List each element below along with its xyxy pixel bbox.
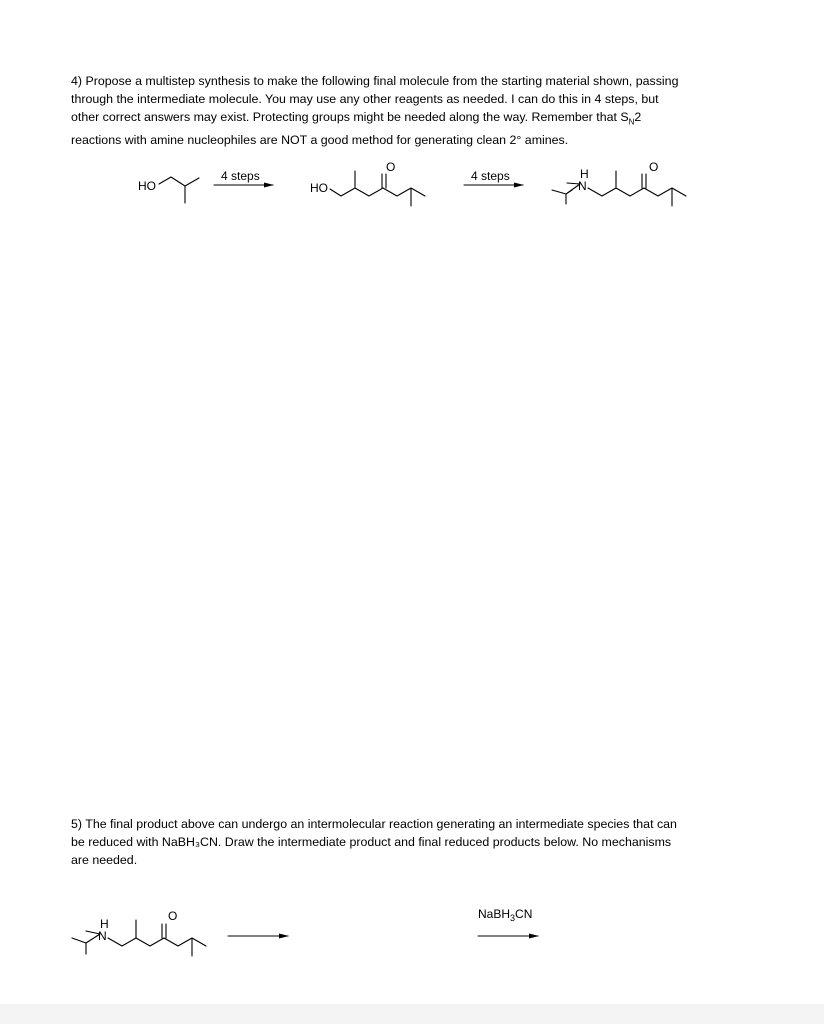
q5-line-2: be reduced with NaBH₃CN. Draw the intermediate product and final reduced products below. No mechanisms — [71, 835, 672, 849]
intermediate-skeleton — [330, 171, 425, 206]
product-tbutyl — [552, 183, 580, 204]
product-o-label: O — [649, 160, 659, 174]
start-skeleton — [159, 177, 199, 203]
q4-line-2: through the intermediate molecule. You may use any other reagents as needed. I can do this in 4 steps, but — [71, 92, 659, 106]
q5-o-label: O — [168, 909, 178, 923]
final-product — [552, 160, 686, 206]
starting-material — [138, 177, 199, 203]
q5-n-label: N — [98, 929, 107, 943]
arrow-2-label: 4 steps — [471, 169, 510, 183]
product-carbonyl — [642, 174, 646, 188]
arrow-1 — [214, 169, 273, 185]
sn-two: 2 — [634, 110, 642, 124]
reagent-main: NaBH — [478, 907, 511, 921]
sn-subscript: N — [628, 117, 635, 127]
q5-line-1 — [71, 815, 771, 833]
sn-s: S — [620, 110, 629, 124]
page-footer-band — [0, 1004, 824, 1024]
reagent-sub: 3 — [510, 913, 516, 923]
product-n-label: N — [578, 179, 587, 193]
q4-line-3-text: other correct answers may exist. Protecting groups might be needed along the way. Remember that — [71, 110, 617, 124]
q5-reactant — [72, 909, 206, 956]
q4-line-4: reactions with amine nucleophiles are NOT a good method for generating clean 2° amines. — [71, 133, 569, 148]
arrow-2 — [464, 169, 523, 185]
intermediate-molecule — [310, 160, 425, 206]
q5-carbonyl — [162, 924, 166, 938]
q5-reagent-label — [478, 907, 532, 923]
q5-skeleton — [108, 920, 206, 956]
intermediate-o-label: O — [386, 160, 396, 174]
question-5-text — [71, 815, 771, 869]
q5-number: 5) — [71, 817, 83, 831]
q4-number: 4) — [71, 74, 83, 88]
q4-line-1-text: Propose a multistep synthesis to make the following final molecule from the starting material shown, passing — [85, 74, 679, 88]
product-skeleton — [588, 171, 686, 206]
start-ho-label: HO — [138, 179, 156, 193]
q5-tbutyl — [72, 931, 100, 954]
reagent-tail: CN — [515, 907, 533, 921]
intermediate-ho-label: HO — [310, 181, 328, 195]
arrow-1-label: 4 steps — [221, 169, 260, 183]
intermediate-carbonyl — [382, 174, 386, 188]
q5-h-label: H — [100, 917, 109, 931]
q5-line-3: are needed. — [71, 853, 138, 867]
q5-line-1-text: The final product above can undergo an intermolecular reaction generating an intermediate species that can — [85, 817, 677, 831]
product-h-label: H — [580, 167, 589, 181]
q5-arrow-2 — [478, 907, 538, 936]
